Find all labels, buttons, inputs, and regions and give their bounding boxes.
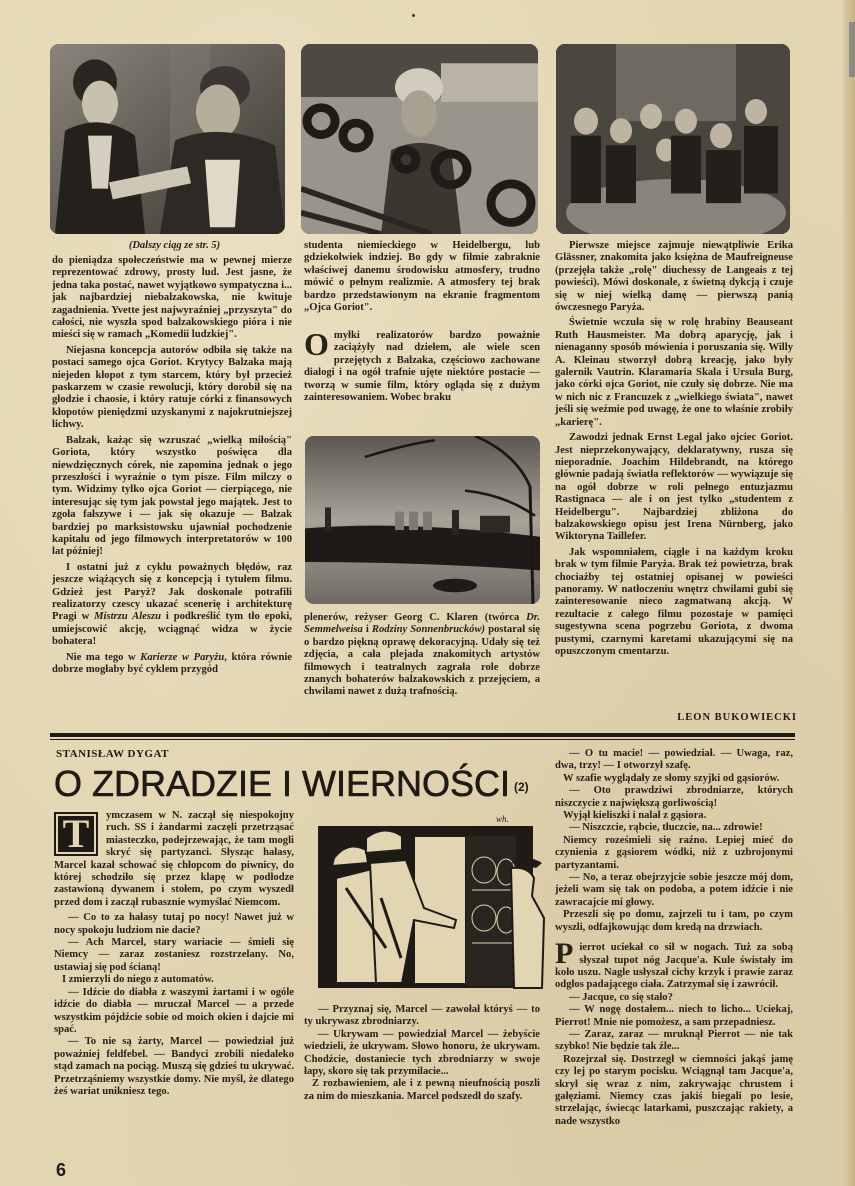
- paragraph: Niejasna koncepcja autorów odbiła się także na postaci samego ojca Goriot. Krytycy Balzaka mają niejeden kłopot z tym starcem, który był przecież paskarzem w czasie rewolucji, który dorobił się na głodzie i chaosie, i który ratuje córki z finansowych kłopotów pieniędzmi uzyskanymi z najokrutniejszej lichwy.: [52, 344, 292, 431]
- review-column-2-top: [304, 240, 540, 317]
- text-run: Nie ma tego w: [66, 651, 141, 663]
- text-run: ymczasem w N. zaczął się niespokojny ruch. SS i żandarmi zaczęli przetrząsać miasteczko, podejrzewając, że tam mogli skryć się partyzanci. Słysząc hałasy, Marcel kazał schować się chłopcom do piwnicy, do której schodziło się przez klapę w podłodze zastawioną dywanem i stołem, po czym wyszedł przed dom i zaczął rubasznie wymyślać Niemcom.: [54, 810, 294, 908]
- paragraph: [52, 652, 292, 677]
- print-speck: [412, 14, 415, 17]
- review-column-2-bottom: [304, 612, 540, 702]
- dialogue-line: — O tu macie! — powiedział. — Uwaga, raz, dwa, trzy! — I otworzył szafę.: [555, 748, 793, 772]
- paragraph: do pieniądza społeczeństwie ma w pewnej mierze reprezentować zdrowy, prosty lud. Jest jasne, że jedna taka postać, nawet wyjątkowo sympatyczna i... jak najbardziej niebalzakowska, nie kwituje zagadnienia. Yvette jest najwyraźniej „przyszyta" do całości, nie wyszła spod balzakowskiego pióra i nie mieści się w ramach „Komedii ludzkiej".: [52, 255, 292, 341]
- dialogue-line: Niemcy roześmieli się raźno. Lepiej mieć do czynienia z gąsiorem wódki, niż z uzbrojonymi partyzantami.: [555, 834, 793, 871]
- dialogue-line: — Oto prawdziwi zbrodniarze, których niszczycie z największą gorliwością!: [555, 785, 793, 809]
- review-column-1: [52, 255, 292, 679]
- story-part-number: (2): [514, 780, 529, 794]
- text-run: i podkreślić tym tło epoki, umiejscowić akcję, wciągnąć widza w życie bohatera!: [52, 611, 293, 648]
- dialogue-line: — Niszczcie, rąbcie, tłuczcie, na... zdrowie!: [569, 822, 763, 834]
- page-number: 6: [56, 1160, 67, 1180]
- paragraph: Pierwsze miejsce zajmuje niewątpliwie Erika Glässner, znakomita jako księżna de Maufreigneuse (przejęła także „rolę" diuchessy de Langeais z tej powieści). Mówi doskonale, z świetną dykcją i czuje się w niej wielką damę — pierwszą panią ówczesnego Paryża.: [555, 240, 793, 314]
- film-still-woman-gate-image: [301, 44, 538, 234]
- continuation-caption: (Dalszy ciąg ze str. 5): [128, 240, 221, 251]
- film-title: Rodziny Sonnenbrucków): [371, 624, 486, 636]
- dialogue-line: — Zaraz, zaraz — mruknął Pierrot — nie tak szybko! Nie będzie tak źle...: [555, 1028, 793, 1053]
- paragraph: [54, 810, 294, 909]
- page-edge-tab: [849, 22, 855, 77]
- story-title-text: O ZDRADZIE I WIERNOŚCI: [54, 763, 511, 804]
- dialogue-line: — Co to za hałasy tutaj po nocy! Nawet już w nocy spokoju ludziom nie dacie?: [54, 912, 294, 936]
- paragraph: Balzak, każąc się wzruszać „wielką miłością" Goriota, który wszystko poświęca dla niewdzięcznych córek, nie zapomina jednak o jego przeszłości i wyraźnie o tym pisze. Film milczy o tym. Widzimy tylko ojca Goriot — cierpiącego, nie interesując się tym jak powstał jego majątek. Jest to zgoła fałszywe i — jak się okazuje — Balzak bardziej po marksistowsku ujawniał pochodzenie kapitału od jego filmowych interpretatorów w 100 lat później!: [52, 434, 292, 558]
- section-divider-thin: [50, 739, 795, 740]
- film-still-duel-scene-image: [305, 436, 540, 604]
- review-column-2-mid: [304, 326, 540, 407]
- dialogue-line: — To nie są żarty, Marcel — powiedział już poważniej feldfebel. — Bandyci zrobili niedaleko stąd zamach na pociąg. Muszą się gdzieś tu ukrywać. Przetrząśniemy wszystkie domy. Nie myśl, że dlatego żeś wariat unikniesz tego.: [54, 1036, 294, 1097]
- film-still-two-men: [50, 44, 285, 234]
- paragraph: Jak wspomniałem, ciągle i na każdym kroku brak w tym filmie Paryża. Brak też powietrza, brak chociażby tej ostatniej opisanej w powieści panoramy. W natłoczeniu wnętrz chwilami gubi się zainteresowanie nieco zagmatwaną akcją. W rezultacie z całego filmu pozostaje w pamięci sugestywna scena pogrzebu Goriota, z dwoma pustymi, czarnymi karetami ukazującymi się na opuszczonym cmentarzu.: [555, 546, 793, 657]
- dialogue-line: Rozejrzał się. Dostrzegł w ciemności jakąś jamę czy lej po starym pocisku. Wciągnął tam Jacque'a, skrył się wraz z nim, zakrywając chrustem i gałęziami. Niemcy czas jakiś biegali po lesie, strzelając, świecąc latarkami, puszczając rakiety, a nade wszystko: [555, 1053, 793, 1127]
- paragraph: [304, 326, 540, 404]
- page-edge: [843, 0, 855, 1186]
- story-column-3: [555, 748, 793, 1128]
- dialogue-line: Wyjął kieliszki i nalał z gąsiora.: [563, 810, 707, 822]
- dialogue-line: — No, a teraz obejrzyjcie sobie jeszcze mój dom, jeżeli wam się tak on podoba, a potem idźcie i nie zawracajcie mi głowy.: [555, 872, 793, 908]
- film-still-duel-scene: [305, 436, 540, 604]
- dialogue-line: — Jacque, co się stało?: [569, 991, 673, 1003]
- text-run: i: [362, 624, 372, 636]
- review-column-3: [555, 240, 793, 661]
- dialogue-line: — Ukrywam — powiedział Marcel — żebyście wiedzieli, że ukrywam. Słowo honoru, że ukrywam. Chodźcie, dostaniecie tych zbrodniarzy w swoje łapy, skoro się tak przymilacie...: [304, 1028, 540, 1078]
- text-run: ierrot uciekał co sił w nogach. Tuż za sobą słyszał tupot nóg Jacque'a. Kule świstały im koło uszu. Nagle usłyszał cichy krzyk i prawie zaraz odgłos padającego ciała. Zatrzymał się i zawrócił.: [555, 942, 793, 991]
- dialogue-line: — Idźcie do diabła z waszymi żartami i w ogóle idźcie do diabła — mruczał Marcel — a przede wszystkim pójdźcie sobie od moich okien i dajcie mi spać.: [54, 986, 294, 1035]
- drop-cap: P: [555, 937, 574, 971]
- drop-cap: O: [304, 326, 329, 362]
- text-run: plenerów, reżyser Georg C. Klaren (twórca: [304, 612, 527, 623]
- section-divider-thick: [50, 733, 795, 737]
- story-author: STANISŁAW DYGAT: [56, 748, 169, 760]
- illustrator-signature: wh.: [496, 814, 509, 824]
- dialogue-line: Z rozbawieniem, ale i z pewną nieufnością poszli za nim do mieszkania. Marcel podszedł do szafy.: [304, 1078, 540, 1102]
- dialogue-line: I zmierzyli do niego z automatów.: [62, 974, 214, 986]
- film-title: Dr. Semmelweisa: [304, 612, 540, 636]
- story-title: [54, 764, 549, 804]
- review-author-signature: LEON BUKOWIECKI: [677, 712, 797, 723]
- dialogue-line: — Ach Marcel, stary wariacie — śmieli się Niemcy — zaraz zostaniesz rozstrzelany. No, ustawiaj się pod ścianą!: [54, 937, 294, 973]
- text-run: , która równie dobrze mogłaby być cyklem przygód: [52, 651, 292, 675]
- text-run: I ostatni już z cyklu poważnych błędów, raz jeszcze wiążących się z koncepcją i tytułem filmu. Gdzież jest Paryż? Jak doskonale potrafili realizatorzy czescy ukazać scenerię i architekturę Pragi w: [52, 561, 292, 623]
- film-title: Mistrzu Aleszu: [94, 611, 162, 623]
- paragraph: [304, 612, 540, 699]
- paragraph: Zawodzi jednak Ernst Legal jako ojciec Goriot. Jest nieprzekonywający, deklaratywny, rusza się nieporadnie. Joachim Hildebrandt, na którego głównie padają światła reflektorów — wywiązuje się na ogół dobrze w roli pełnego entuzjazmu Rastignaca — ale i on jest tylko „studentem z Heidelbergu". Najbardziej zbliżona do balzakowskiego opisu jest Irena Nürnberg, jako Wiktoryna Taillefer.: [555, 432, 793, 543]
- dialogue-line: W szafie wyglądały ze słomy szyjki od gąsiorów.: [563, 772, 780, 784]
- paragraph: [52, 562, 292, 649]
- film-still-woman-gate: [301, 44, 538, 234]
- dialogue-line: Przeszli się po domu, zajrzeli tu i tam, po czym wyszli, odfajkowując dom kredą na drzwiach.: [555, 909, 793, 933]
- film-still-gambling-image: [556, 44, 790, 234]
- paragraph: Świetnie wczuła się w rolę hrabiny Beauseant Ruth Hausmeister. Ma dobrą aparycję, jak i nienaganny sposób mówienia i poruszania się. Willy A. Kleinau stworzył dobrą kreację, jako były galernik Vautrin. Klaramaria Skala i Ursula Burg, jako córki ojca Goriot, nie czuły się dobrze. Nie ma w nich nic z Francuzek z „wielkiego świata", nawet jeśli się weźmie pod uwagę, że one to właśnie zrobiły „karierę".: [555, 317, 793, 428]
- film-still-two-men-image: [50, 44, 285, 234]
- dialogue-line: — Przyznaj się, Marcel — zawołał któryś — to ty ukrywasz zbrodniarzy.: [304, 1004, 540, 1028]
- story-column-1: [54, 810, 294, 1098]
- illustration-image: [306, 808, 546, 998]
- soldiers-at-cupboard-drawing: [306, 808, 546, 998]
- text-run: postarał się o bardzo piękną oprawę dekoracyjną. Udały się też zdjęcia, a cała plejada znakomitych artystów filmowych i teatralnych zagrała role dobrze znanych bohaterów balzakowskich z przejęciem, a chwilami nawet z dużą trafnością.: [304, 624, 540, 698]
- film-title: Karierze w Paryżu: [140, 651, 225, 663]
- paragraph: studenta niemieckiego w Heidelbergu, lub gdziekolwiek indziej. Bo gdy w filmie zabraknie właściwej danemu środowisku atmosfery, trudno mówić o pełnym realizmie. A atmosfery tej brak bardzo przedstawionym na ekranie fragmentom „Ojca Goriot".: [304, 240, 540, 314]
- text-run: myłki realizatorów bardzo poważnie zaciążyły nad dziełem, ale wiele scen przejętych z Balzaka, częściowo zachowane dialogi i na ogół trafnie ujęte niektóre postacie — tworzą w sumie film, który ogląda się z dużym zainteresowaniem. Wobec braku: [304, 330, 540, 404]
- paragraph: [555, 937, 793, 992]
- story-column-2: [304, 1004, 540, 1103]
- film-still-gambling: [556, 44, 790, 234]
- dialogue-line: — W nogę dostałem... niech to licho... Uciekaj, Pierrot! Mnie nie pomożesz, a sam przepadniesz.: [555, 1004, 793, 1028]
- drop-cap-boxed: T: [54, 812, 98, 856]
